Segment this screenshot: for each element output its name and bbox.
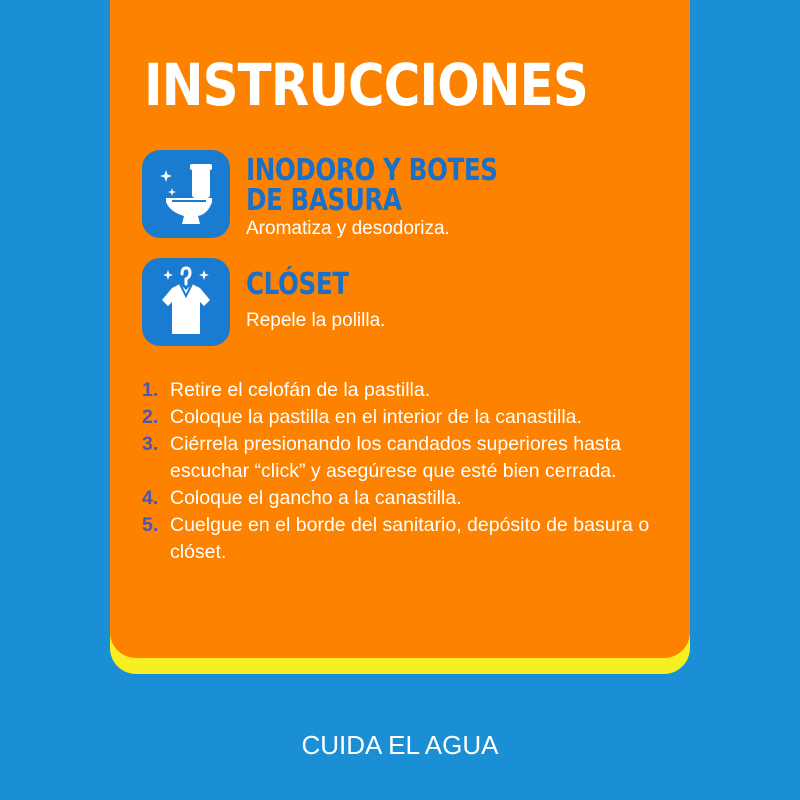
step-number: 4. [142, 487, 159, 509]
list-item [142, 512, 682, 566]
footer-slogan: CUIDA EL AGUA [301, 730, 499, 760]
step-text: Cuelgue en el borde del sanitario, depósito de basura o clóset. [170, 514, 650, 563]
list-item [142, 377, 682, 404]
steps-list [142, 377, 682, 566]
step-text: Ciérrela presionando los candados superiores hasta escuchar “click” y asegúrese que esté bien cerrada. [170, 433, 621, 482]
page-title: INSTRUCCIONES [144, 51, 588, 119]
section-desc-closet: Repele la polilla. [246, 310, 386, 331]
step-number: 1. [142, 379, 159, 401]
section-heading-toilet: INODORO Y BOTES DE BASURA [246, 153, 498, 218]
step-text: Coloque el gancho a la canastilla. [170, 487, 462, 509]
toilet-icon [142, 150, 230, 238]
list-item [142, 485, 682, 512]
step-text: Retire el celofán de la pastilla. [170, 379, 431, 401]
step-number: 3. [142, 433, 159, 455]
list-item [142, 431, 682, 485]
section-heading-closet: CLÓSET [246, 267, 349, 302]
shirt-hanger-icon [142, 258, 230, 346]
section-desc-toilet: Aromatiza y desodoriza. [246, 218, 450, 239]
step-text: Coloque la pastilla en el interior de la canastilla. [170, 406, 582, 428]
step-number: 2. [142, 406, 159, 428]
step-number: 5. [142, 514, 159, 536]
list-item [142, 404, 682, 431]
